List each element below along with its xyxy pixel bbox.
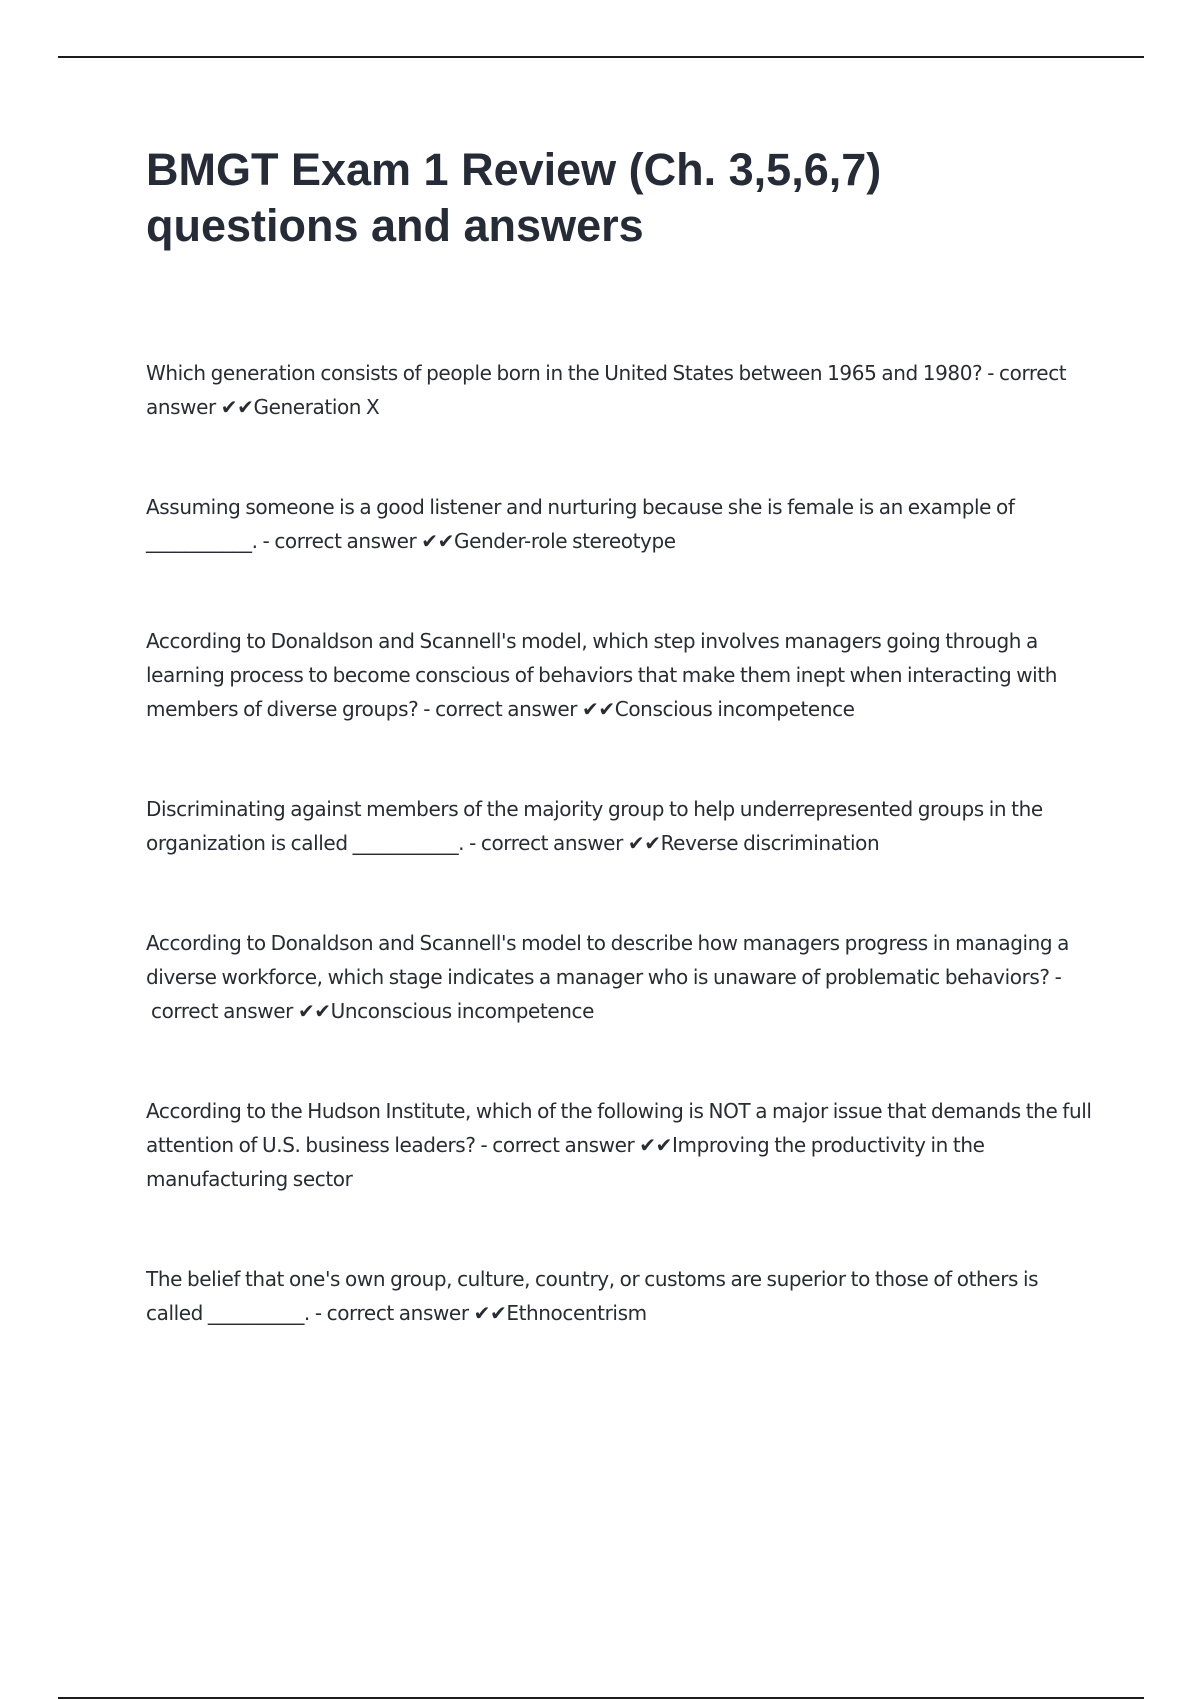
- answer-text: Ethnocentrism: [506, 1301, 647, 1325]
- answer-marker: correct answer ✔✔: [146, 361, 1067, 419]
- bottom-rule: [58, 1697, 1144, 1699]
- qa-item-4: [146, 792, 1096, 860]
- answer-text: Generation X: [253, 395, 380, 419]
- top-rule: [58, 56, 1144, 58]
- question-text: According to Donaldson and Scannell's model to describe how managers progress in managing a diverse workforce, which stage indicates a manager who is unaware of problematic behaviors? -: [146, 931, 1070, 989]
- answer-marker: correct answer ✔✔: [150, 999, 331, 1023]
- qa-item-7: [146, 1262, 1096, 1330]
- answer-text: Unconscious incompetence: [330, 999, 595, 1023]
- question-text: The belief that one's own group, culture, country, or customs are superior to those of others is called __________. -: [146, 1267, 1039, 1325]
- qa-item-6: [146, 1094, 1096, 1196]
- question-text: Assuming someone is a good listener and nurturing because she is female is an example of ___________. -: [146, 495, 1015, 553]
- answer-marker: correct answer ✔✔: [326, 1301, 507, 1325]
- question-text: Discriminating against members of the majority group to help underrepresented groups in the organization is called ___________. -: [146, 797, 1043, 855]
- answer-text: Reverse discrimination: [660, 831, 880, 855]
- qa-item-3: [146, 624, 1096, 726]
- page-title: BMGT Exam 1 Review (Ch. 3,5,6,7) questions and answers: [146, 144, 882, 251]
- answer-marker: correct answer ✔✔: [492, 1133, 672, 1157]
- answer-marker: correct answer ✔✔: [480, 831, 661, 855]
- answer-text: Conscious incompetence: [614, 697, 855, 721]
- qa-item-2: [146, 490, 1096, 558]
- answer-marker: correct answer ✔✔: [274, 529, 455, 553]
- qa-list: [146, 356, 1096, 1325]
- qa-item-5: [146, 926, 1096, 1028]
- answer-marker: correct answer ✔✔: [435, 697, 615, 721]
- question-text: According to Donaldson and Scannell's model, which step involves managers going through a learning process to become conscious of behaviors that make them inept when interacting with members of diverse groups? -: [146, 629, 1058, 721]
- answer-text: Improving the productivity in the manufacturing sector: [146, 1133, 985, 1191]
- qa-item-1: [146, 356, 1096, 419]
- question-text: Which generation consists of people born in the United States between 1965 and 1980? -: [146, 361, 995, 385]
- answer-text: Gender-role stereotype: [454, 529, 676, 553]
- question-text: According to the Hudson Institute, which of the following is NOT a major issue that demands the full attention of U.S. business leaders? -: [146, 1099, 1092, 1157]
